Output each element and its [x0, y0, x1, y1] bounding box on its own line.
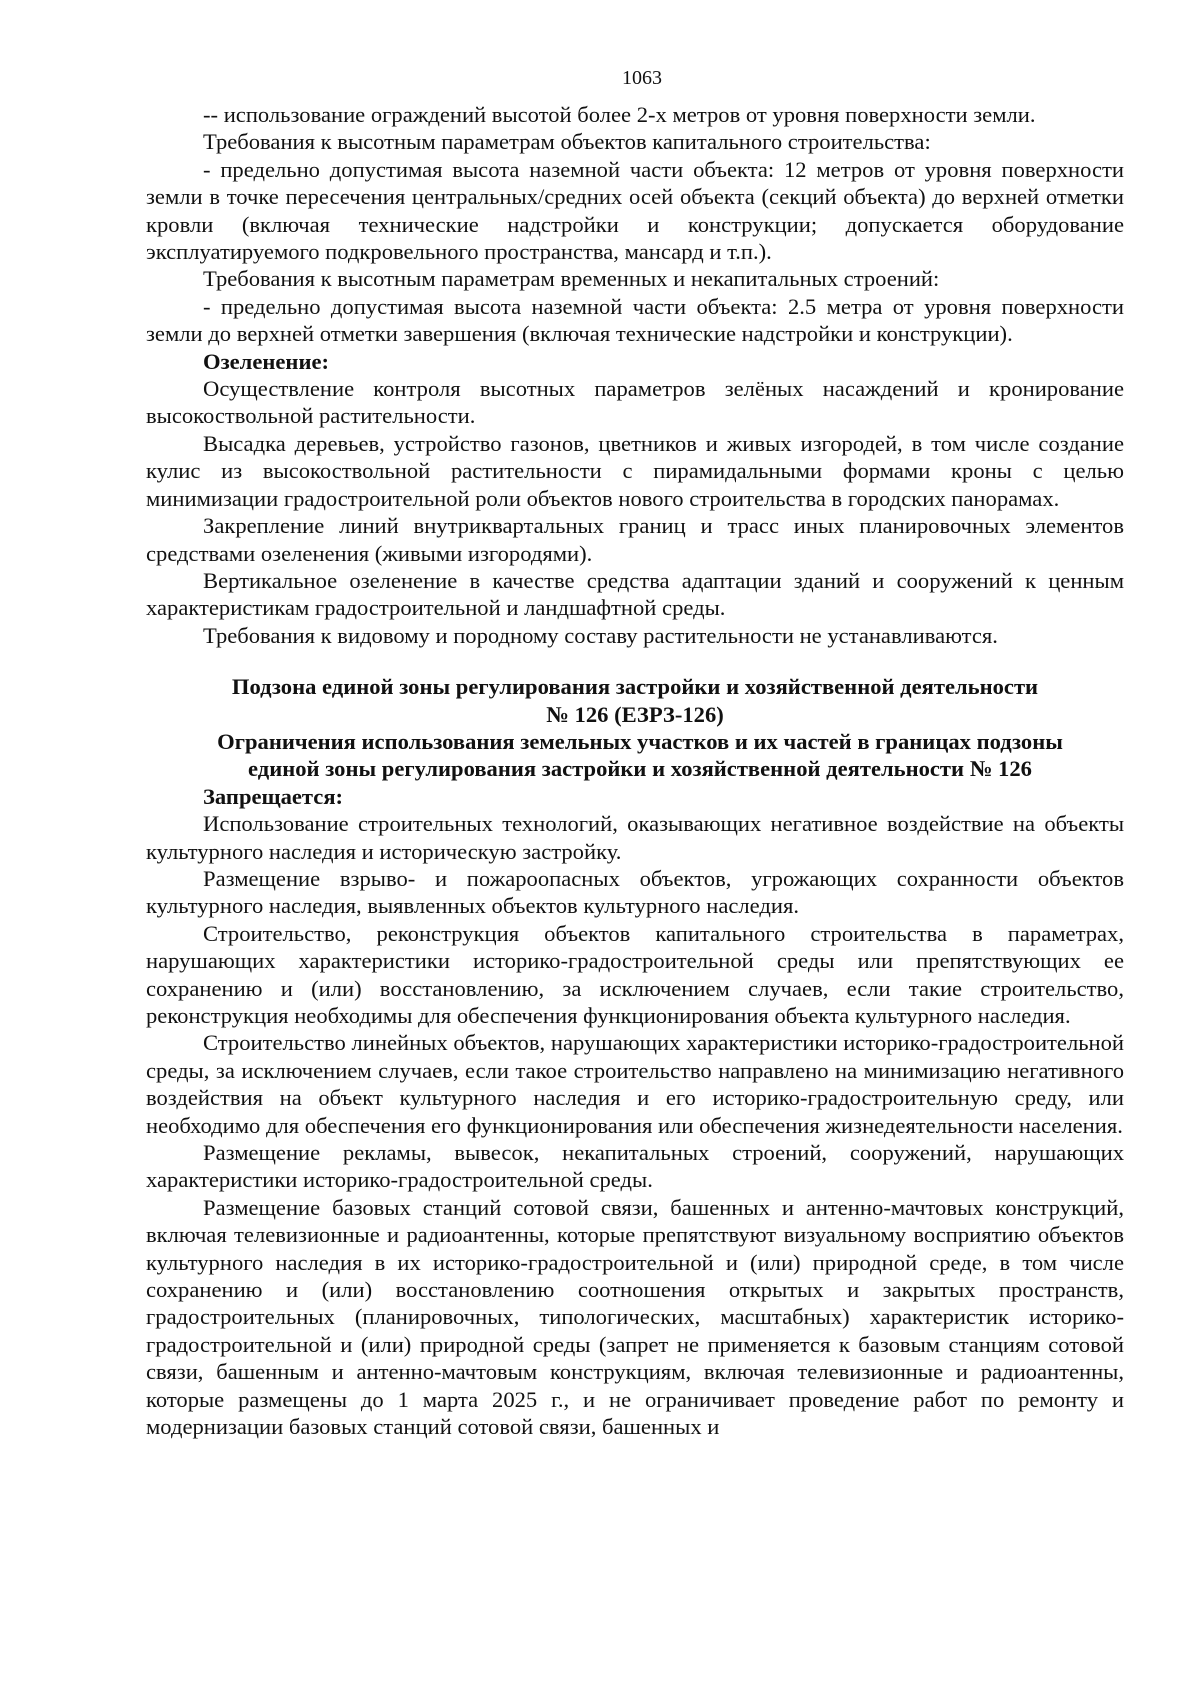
greening-paragraph: Требования к видовому и породному составу растительности не устанавливаются. — [203, 622, 998, 648]
greening-paragraph: Закрепление линий внутриквартальных границ и трасс иных планировочных элементов средствами озеленения (живыми изгородями). — [146, 513, 1124, 566]
prohibited-paragraph: Строительство, реконструкция объектов капитального строительства в параметрах, нарушающих характеристики историко-градостроительной среды или препятствующих ее сохранению и (или) восстановлению, за исключением случаев, если такие строительство, реконструкция необходимы для обеспечения функционирования объекта культурного наследия. — [146, 920, 1124, 1028]
prohibited-paragraph: Размещение базовых станций сотовой связи, башенных и антенно-мачтовых конструкций, включая телевизионные и радиоантенны, которые препятствуют визуальному восприятию объектов культурного наследия в их историко-градостроительной и (или) природной среде, в том числе сохранению и (или) восстановлению соотношения открытых и закрытых пространств, градостроительных (планировочных, типологических, масштабных) характеристик историко-градостроительной и (или) природной среды (запрет не применяется к базовым станциям сотовой связи, башенным и антенно-мачтовым конструкциям, включая телевизионные и радиоантенны, которые размещены до 1 марта 2025 г., и не ограничивает проведение работ по ремонту и модернизации базовых станций сотовой связи, башенных и — [146, 1194, 1124, 1440]
prohibited-paragraph: Размещение взрыво- и пожароопасных объектов, угрожающих сохранности объектов культурного наследия, выявленных объектов культурного наследия. — [146, 865, 1124, 919]
paragraph-temporary-max-height: - предельно допустимая высота наземной части объекта: 2.5 метра от уровня поверхности земли до верхней отметки завершения (включая технические надстройки и конструкции). — [146, 293, 1124, 347]
paragraph-capital-max-height: - предельно допустимая высота наземной части объекта: 12 метров от уровня поверхности земли в точке пересечения центральных/средних осей объекта (секций объекта) до верхней отметки кровли (включая технические надстройки и конструкции; допускается оборудование эксплуатируемого подкровельного пространства, мансард и т.п.). — [146, 156, 1124, 265]
prohibited-paragraph: Размещение рекламы, вывесок, некапитальных строений, сооружений, нарушающих характеристики историко-градостроительной среды. — [146, 1140, 1124, 1193]
prohibited-paragraph: Строительство линейных объектов, нарушающих характеристики историко-градостроительной среды, за исключением случаев, если такое строительство направлено на минимизацию негативного воздействия на объект культурного наследия и его историко-градостроительную среду, или необходимо для обеспечения его функционирования или обеспечения жизнедеятельности населения. — [146, 1030, 1124, 1138]
prohibited-paragraph: Использование строительных технологий, оказывающих негативное воздействие на объекты культурного наследия и историческую застройку. — [146, 811, 1124, 864]
greening-paragraph: Осуществление контроля высотных параметров зелёных насаждений и кронирование высокоствольной растительности. — [146, 376, 1124, 429]
subzone-title-line2: № 126 (ЕЗРЗ-126) — [546, 701, 724, 727]
greening-title: Озеленение: — [203, 348, 330, 374]
greening-paragraph: Высадка деревьев, устройство газонов, цветников и живых изгородей, в том числе создание кулис из высокоствольной растительности с пирамидальными формами кроны с целью минимизации градостроительной роли объектов нового строительства в городских панорамах. — [146, 430, 1124, 511]
paragraph-temporary-height-requirements: Требования к высотным параметрам временных и некапитальных строений: — [203, 266, 940, 292]
restrictions-title: Ограничения использования земельных участков и их частей в границах подзоны единой зоны регулирования застройки и хозяйственной деятельности № 126 — [217, 728, 1063, 782]
greening-paragraph: Вертикальное озеленение в качестве средства адаптации зданий и сооружений к ценным характеристикам градостроительной и ландшафтной среды. — [146, 567, 1124, 621]
subzone-title-line1: Подзона единой зоны регулирования застройки и хозяйственной деятельности — [231, 674, 1039, 700]
paragraph-capital-height-requirements: Требования к высотным параметрам объектов капитального строительства: — [203, 129, 931, 155]
paragraph-fence-height: -- использование ограждений высотой более 2-х метров от уровня поверхности земли. — [203, 102, 1036, 127]
page-number: 1063 — [622, 67, 662, 89]
document-page — [146, 66, 1124, 1441]
prohibited-title: Запрещается: — [203, 783, 344, 809]
